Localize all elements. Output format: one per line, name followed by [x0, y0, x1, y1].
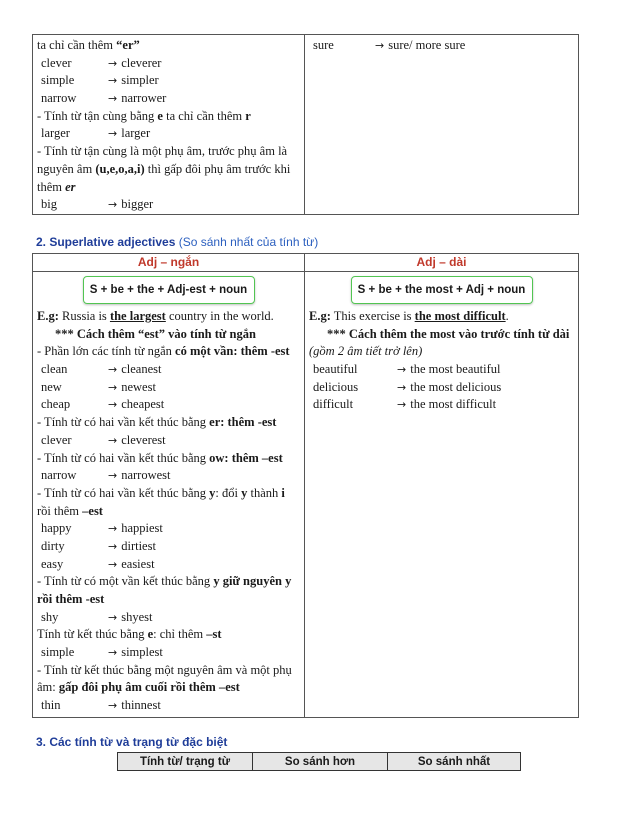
rule-bold: ow: thêm –est [209, 450, 283, 465]
arrow-icon: → [108, 522, 118, 536]
superlative-word: cheapest [121, 397, 165, 412]
comparative-word: sure/ more sure [388, 38, 466, 52]
example-row [37, 609, 300, 627]
base-word: clever [41, 55, 72, 70]
arrow-icon: → [108, 127, 118, 141]
comparative-word: bigger [121, 197, 154, 212]
col-header-superlative: So sánh nhất [388, 753, 521, 771]
rule-text: - Tính từ có hai vần kết thúc bằng [37, 485, 210, 500]
rule-text: thì gấp đôi phụ âm trước khi [144, 161, 291, 176]
arrow-icon: → [108, 363, 118, 377]
arrow-icon: → [108, 646, 118, 660]
arrow-icon: → [108, 469, 118, 483]
rule-e [37, 108, 300, 126]
base-word: narrow [41, 91, 77, 106]
rule-consonant-2 [37, 161, 300, 179]
example-row [37, 697, 300, 715]
col-header-adjective: Tính từ/ trạng từ [118, 753, 253, 771]
rule-text: : chỉ thêm [153, 627, 207, 642]
rule-note-text: (gồm 2 âm tiết trở lên) [309, 344, 423, 359]
eg-label: E.g: [309, 309, 331, 323]
rule-1 [37, 343, 300, 361]
base-word: clean [41, 362, 68, 377]
base-word: happy [41, 521, 72, 536]
formula-long: S + be + the most + Adj + noun [351, 276, 533, 304]
rule-bold: gấp đôi phụ âm cuối rồi thêm –est [58, 680, 240, 695]
example-row [37, 196, 300, 214]
rule-text: thêm [37, 179, 66, 194]
special-adjectives-table [117, 752, 521, 771]
base-word: larger [41, 126, 70, 141]
arrow-icon: → [108, 74, 118, 88]
intro-bold: “er” [116, 38, 140, 52]
example-row [37, 361, 300, 379]
rule-bold: e [147, 627, 154, 642]
base-word: simple [41, 73, 75, 88]
section-title: 2. Superlative adjectives [36, 235, 176, 249]
eg-text: This exercise is [330, 309, 415, 323]
rule-bold: er: thêm -est [209, 415, 277, 430]
example-row [37, 379, 300, 397]
arrow-icon: → [108, 198, 118, 212]
example-row [309, 379, 574, 397]
arrow-icon: → [375, 39, 385, 52]
example-row [37, 55, 300, 73]
superlative-word: cleverest [121, 432, 166, 447]
superlative-table [32, 253, 579, 718]
rule-text: - Tính từ kết thúc bằng một nguyên âm và một phụ [37, 662, 292, 677]
superlative-short-cell [33, 272, 305, 718]
superlative-word: cleanest [121, 362, 162, 377]
rule-bold: r [245, 108, 251, 123]
comparative-short-cell [33, 35, 305, 215]
arrow-icon: → [108, 557, 118, 571]
superlative-word: easiest [121, 556, 155, 571]
header-short [33, 254, 305, 272]
eg-label: E.g: [37, 309, 59, 323]
example-row [309, 37, 574, 55]
rule-6 [37, 626, 300, 644]
superlative-word: the most beautiful [410, 362, 501, 377]
arrow-icon: → [108, 92, 118, 106]
arrow-icon: → [397, 398, 407, 412]
rule-title [37, 326, 300, 344]
comparative-word: simpler [121, 73, 159, 88]
base-word: big [41, 197, 57, 212]
superlative-word: happiest [121, 521, 163, 536]
header-long-label: Adj – dài [416, 255, 467, 269]
example-row [37, 556, 300, 574]
rule-text: - Tính từ có một vần kết thúc bằng [37, 574, 214, 589]
superlative-word: simplest [121, 645, 163, 660]
superlative-word: thinnest [121, 698, 161, 713]
rule-3 [37, 450, 300, 468]
rule-7-line-2 [37, 679, 300, 697]
rule-text: nguyên âm [37, 161, 96, 176]
rule-text: Tính từ kết thúc bằng [37, 627, 148, 642]
arrow-icon: → [108, 699, 118, 713]
rule-title-text: *** Cách thêm the most vào trước tính từ dài [327, 326, 570, 341]
arrow-icon: → [108, 433, 118, 447]
rule-bold: (u,e,o,a,i) [95, 161, 145, 176]
example-row [309, 396, 574, 414]
rule-text: - Phần lớn các tính từ ngắn [37, 344, 176, 359]
superlative-word: newest [121, 379, 156, 394]
rule-4-line-2 [37, 503, 300, 521]
rule-text: - Tính từ tận cùng là một phụ âm, trước phụ âm là [37, 144, 288, 159]
rule-title [309, 326, 574, 344]
eg-text: . [505, 309, 509, 323]
rule-5 [37, 573, 300, 591]
comparative-word: cleverer [121, 55, 162, 70]
rule-bold: e [157, 108, 163, 123]
rule-consonant-3 [37, 179, 300, 197]
comparative-word: narrower [121, 91, 167, 106]
superlative-word: the most difficult [410, 397, 497, 412]
base-word: cheap [41, 397, 71, 412]
base-word: sure [313, 38, 334, 52]
example-row [37, 396, 300, 414]
example-row [37, 467, 300, 485]
eg-highlight: the most difficult [414, 309, 506, 323]
superlative-word: shyest [121, 609, 153, 624]
rule-note [309, 343, 574, 361]
base-word: beautiful [313, 362, 358, 377]
example-row [37, 520, 300, 538]
intro-text: ta chỉ cần thêm [37, 38, 117, 52]
comparative-table [32, 34, 579, 215]
eg-highlight: the largest [109, 309, 166, 323]
rule-consonant [37, 143, 300, 161]
arrow-icon: → [108, 56, 118, 70]
rule-text: âm: [37, 680, 59, 695]
base-word: shy [41, 609, 59, 624]
header-long [305, 254, 579, 272]
rule-5-line-2 [37, 591, 300, 609]
superlative-word: dirtiest [121, 538, 156, 553]
section-3-heading [36, 735, 227, 749]
rule-bold: có một vần: thêm -est [175, 344, 290, 359]
superlative-word: narrowest [121, 468, 171, 483]
comparative-long-cell [305, 35, 579, 215]
rule-4 [37, 485, 300, 503]
base-word: clever [41, 432, 72, 447]
example-row [37, 125, 300, 143]
superlative-long-cell [305, 272, 579, 718]
example-sentence [37, 308, 300, 326]
rule-text: rồi thêm [37, 503, 83, 518]
rule-text: ta chỉ cần thêm [162, 108, 246, 123]
rule-bold: i [281, 485, 285, 500]
rule-bold: er [65, 179, 76, 194]
arrow-icon: → [397, 363, 407, 377]
rule-bold: rồi thêm -est [37, 592, 105, 606]
section-2-heading [36, 235, 318, 249]
rule-bold: –st [206, 627, 222, 642]
base-word: difficult [313, 397, 354, 412]
formula-short: S + be + the + Adj-est + noun [83, 276, 255, 304]
arrow-icon: → [108, 380, 118, 394]
arrow-icon: → [108, 539, 118, 553]
example-sentence [309, 308, 574, 326]
header-short-label: Adj – ngắn [137, 255, 200, 269]
rule-bold: y [209, 485, 216, 500]
rule-text: thành [247, 485, 282, 500]
eg-text: country in the world. [165, 309, 274, 323]
rule-7 [37, 662, 300, 680]
col-header-comparative: So sánh hơn [253, 753, 388, 771]
rule-text: - Tính từ có hai vần kết thúc bằng [37, 415, 210, 430]
arrow-icon: → [108, 610, 118, 624]
base-word: narrow [41, 468, 77, 483]
arrow-icon: → [397, 380, 407, 394]
base-word: delicious [313, 379, 359, 394]
section-title: 3. Các tính từ và trạng từ đặc biệt [36, 735, 228, 749]
rule-title-text: *** Cách thêm “est” vào tính từ ngắn [55, 326, 256, 341]
arrow-icon: → [108, 398, 118, 412]
example-row [37, 538, 300, 556]
base-word: easy [41, 556, 64, 571]
example-row [37, 432, 300, 450]
rule-text: - Tính từ tận cùng bằng [37, 108, 158, 123]
section-subtitle: (So sánh nhất của tính từ) [175, 235, 319, 249]
rule-2 [37, 414, 300, 432]
eg-text: Russia is [58, 309, 110, 323]
base-word: new [41, 379, 62, 394]
example-row [37, 644, 300, 662]
rule-text: : đổi [215, 485, 242, 500]
superlative-word: the most delicious [410, 379, 502, 394]
base-word: thin [41, 698, 61, 713]
base-word: dirty [41, 538, 65, 553]
rule-text: - Tính từ có hai vần kết thúc bằng [37, 450, 210, 465]
example-row [37, 90, 300, 108]
comparative-word: larger [121, 126, 151, 141]
rule-bold: –est [82, 503, 103, 518]
example-row [309, 361, 574, 379]
rule-bold: y [241, 485, 248, 500]
base-word: simple [41, 645, 75, 660]
rule-bold: y giữ nguyên y [213, 574, 292, 589]
example-row [37, 72, 300, 90]
